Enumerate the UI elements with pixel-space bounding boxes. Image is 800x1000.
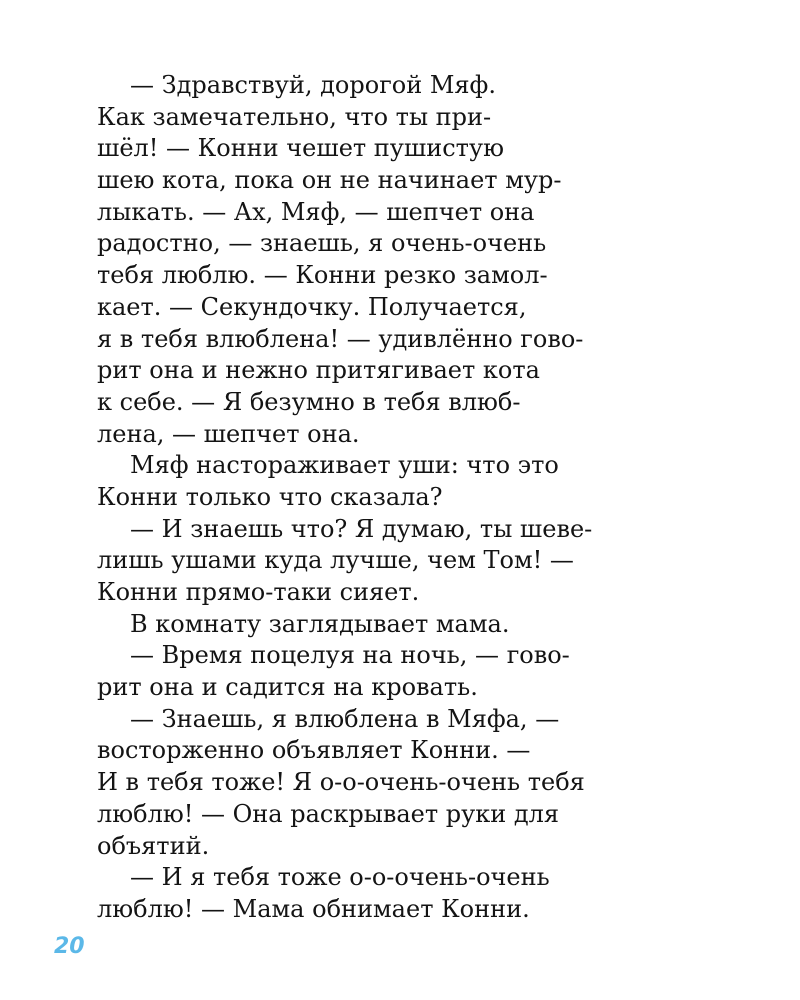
text-line: объятий. bbox=[97, 831, 210, 860]
page-number: 20 bbox=[54, 934, 85, 959]
text-line: шею кота, пока он не начинает мур- bbox=[97, 166, 562, 195]
text-line: лишь ушами куда лучше, чем Том! — bbox=[97, 546, 574, 575]
text-line: я в тебя влюблена! — удивлённо гово- bbox=[97, 324, 584, 353]
text-line: Конни прямо-таки сияет. bbox=[97, 578, 420, 606]
text-line: кает. — Секундочку. Получается, bbox=[97, 292, 527, 321]
text-line: Мяф настораживает уши: что это bbox=[130, 451, 559, 480]
text-line: рит она и нежно притягивает кота bbox=[97, 356, 540, 385]
text-line: Как замечательно, что ты при- bbox=[97, 102, 492, 131]
text-line: рит она и садится на кровать. bbox=[97, 673, 478, 702]
text-line: восторженно объявляет Конни. — bbox=[97, 736, 531, 765]
text-line: лена, — шепчет она. bbox=[97, 419, 360, 448]
text-line: — Время поцелуя на ночь, — гово- bbox=[130, 641, 570, 670]
text-line: — Знаешь, я влюблена в Мяфа, — bbox=[130, 704, 560, 733]
text-line: радостно, — знаешь, я очень-очень bbox=[97, 229, 547, 258]
text-line: — И я тебя тоже о-о-очень-очень bbox=[130, 863, 550, 892]
text-line: — Здравствуй, дорогой Мяф. bbox=[130, 71, 496, 99]
text-line: люблю! — Мама обнимает Конни. bbox=[97, 894, 530, 923]
text-line: Конни только что сказала? bbox=[97, 482, 443, 511]
body-text bbox=[97, 70, 717, 926]
text-line: В комнату заглядывает мама. bbox=[130, 609, 510, 638]
text-line: лыкать. — Ах, Мяф, — шепчет она bbox=[97, 197, 535, 226]
text-line: люблю! — Она раскрывает руки для bbox=[97, 799, 560, 828]
text-line: тебя люблю. — Конни резко замол- bbox=[97, 261, 548, 290]
text-line: — И знаешь что? Я думаю, ты шеве- bbox=[130, 514, 593, 543]
text-line: И в тебя тоже! Я о-о-очень-очень тебя bbox=[97, 768, 585, 797]
text-line: шёл! — Конни чешет пушистую bbox=[97, 134, 504, 163]
text-line: к себе. — Я безумно в тебя влюб- bbox=[97, 387, 521, 416]
